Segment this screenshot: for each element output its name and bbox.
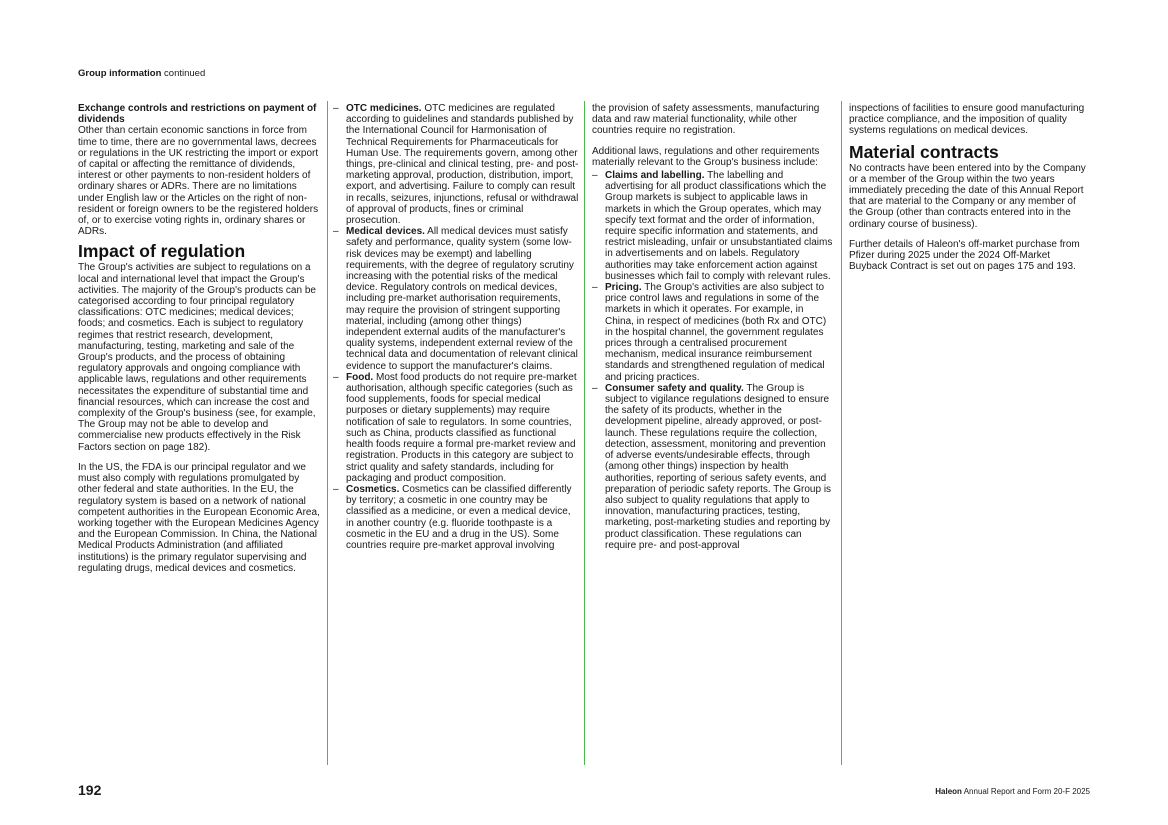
additional-laws-intro: Additional laws, regulations and other requirements materially relevant to the Group's business include: <box>592 145 820 168</box>
list-item-food <box>333 372 579 484</box>
list-item-lead: Cosmetics. <box>346 483 400 495</box>
impact-paragraph-2: In the US, the FDA is our principal regulator and we must also comply with regulations promulgated by other federal and state authorities. In the EU, the regulatory system is based on a network of national competent authorities in the European Economic Area, working together with the European Medicines Agency and the European Commission. In China, the National Medical Products Administration (and affiliated institutions) is the primary regulator supervising and regulating drugs, medical devices and cosmetics. <box>78 461 320 574</box>
list-item-medical-devices <box>333 226 579 372</box>
list-item-text: The Group's activities are also subject to price control laws and regulations in some of the markets in which it operates. For example, in China, in respect of medicines (both Rx and OTC) in the hospital channel, the government regulates prices through a centralised procurement mechanism, medical insurance reimbursement standards and strengthened regulation of medical and pricing practices. <box>605 282 827 383</box>
column-4 <box>849 103 1091 272</box>
list-item-text: Most food products do not require pre-market authorisation, although specific categories (such as food supplements, foods for special medical purposes or dietary supplements) may require notification of sale to regulators. In some countries, such as China, products classified as functional health foods require a formal pre-market review and registration. Products in this category are subject to strict quality and safety standards, including for packaging and product composition. <box>346 371 577 484</box>
column-divider-3 <box>841 101 842 765</box>
material-contracts-paragraph-2: Further details of Haleon's off-market purchase from Pfizer during 2025 under the 2024 Off-Market Buyback Contract is set out on pages 175 and 193. <box>849 238 1080 273</box>
list-item-lead: Pricing. <box>605 282 642 294</box>
list-item-text: All medical devices must satisfy safety and performance, quality system (some low-risk devices may be exempt) and labelling requirements, with the degree of regulatory scrutiny increasing with the potential risks of the medical device. Regulatory controls on medical devices, including pre-market authorisation requirements, may require the provision of stringent supporting material, including (among other things) independent external audits of the manufacturer's quality systems, independent external review of the technical data and documentation of relevant clinical evidence to support the manufacturer's claims. <box>346 226 578 372</box>
additional-laws-list <box>592 170 834 551</box>
list-item-text: The labelling and advertising for all product classifications which the Group markets is subject to applicable laws in markets in which the Group operates, which may specify text format and the order of information, require specific information and statements, and restrict misleading, unfair or unsubstantiated claims in advertisements and on labels. Regulatory authorities may take enforcement action against businesses which fail to comply with relevant rules. <box>605 170 833 282</box>
classification-list <box>333 103 579 551</box>
exchange-controls-text: Other than certain economic sanctions in force from time to time, there are no governmental laws, decrees or regulations in the UK restricting the import or export of capital or affecting the remittance of dividends, interest or other payments to non-resident holders of ordinary shares or ADRs. There are no limitations under English law or the Articles on the right of non-resident or foreign owners to be the registered holders of, or to exercise voting rights in, ordinary shares or ADRs. <box>78 125 319 238</box>
list-item-cosmetics <box>333 484 579 551</box>
column-divider-1 <box>327 101 328 765</box>
list-item-claims-labelling <box>592 170 834 282</box>
list-item-lead: Food. <box>346 371 374 383</box>
list-item-otc-medicines <box>333 103 579 226</box>
list-item-pricing <box>592 282 834 383</box>
header-continued: continued <box>161 68 206 79</box>
list-item-lead: Consumer safety and quality. <box>605 382 744 394</box>
cosmetics-continued: the provision of safety assessments, manufacturing data and raw material functionality, while other countries require no registration. <box>592 103 820 137</box>
footer-brand: Haleon <box>935 787 962 796</box>
running-header <box>78 68 205 79</box>
material-contracts-paragraph-1: No contracts have been entered into by the Company or a member of the Group within the two years immediately preceding the date of this Annual Report that are material to the Company or any member of the Group (other than contracts entered into in the ordinary course of business). <box>849 162 1086 230</box>
list-item-consumer-safety <box>592 383 834 551</box>
column-3 <box>592 103 834 551</box>
running-footer <box>935 787 1090 796</box>
exchange-controls-heading: Exchange controls and restrictions on payment of dividends <box>78 103 317 126</box>
list-item-lead: OTC medicines. <box>346 103 422 114</box>
column-2 <box>333 103 579 551</box>
column-1 <box>78 103 322 574</box>
page-number: 192 <box>78 782 102 798</box>
list-item-text: The Group is subject to vigilance regulations designed to ensure the safety of its products, whether in the development pipeline, already approved, or post-launch. These regulations require the collection, detection, assessment, monitoring and prevention of adverse events/undesirable effects, through (among other things) inspection by health authorities, reporting of serious safety events, and preparation of periodic safety reports. The Group is also subject to quality regulations that apply to innovation, manufacturing practices, testing, marketing, post-marketing studies and reporting by product classification. These regulations can require pre- and post-approval <box>605 382 832 551</box>
material-contracts-heading: Material contracts <box>849 141 999 162</box>
quality-continued: inspections of facilities to ensure good manufacturing practice compliance, and the imposition of quality systems regulations on medical devices. <box>849 103 1085 137</box>
column-divider-2 <box>584 101 585 765</box>
header-section: Group information <box>78 68 162 79</box>
impact-paragraph-1: The Group's activities are subject to regulations on a local and international level that impact the Group's activities. The majority of the Group's products can be categorised according to four principal regulatory classifications: OTC medicines; medical devices; foods; and cosmetics. Each is subject to regulatory regimes that restrict research, development, manufacturing, testing, marketing and sale of the Group's products, and the process of obtaining regulatory approvals and ongoing compliance with applicable laws, regulations and other requirements necessitates the expenditure of substantial time and financial resources, which can increase the cost and complexity of the Group's business (see, for example, The Group may not be able to develop and commercialise new products effectively in the Risk Factors section on page 182). <box>78 262 316 453</box>
list-item-text: Cosmetics can be classified differently by territory; a cosmetic in one country may be classified as a medicine, or even a medical device, in another country (e.g. fluoride toothpaste is a cosmetic in the EU and a drug in the US). Some countries require pre-market approval involving <box>346 483 572 551</box>
list-item-lead: Claims and labelling. <box>605 170 705 182</box>
impact-of-regulation-heading: Impact of regulation <box>78 241 246 262</box>
list-item-lead: Medical devices. <box>346 226 425 238</box>
footer-report-title: Annual Report and Form 20-F 2025 <box>961 787 1090 796</box>
list-item-text: OTC medicines are regulated according to guidelines and standards published by the International Council for Harmonisation of Technical Requirements for Pharmaceuticals for Human Use. The requirements govern, among other things, pre-clinical and clinical testing, pre- and post-marketing approval, production, distribution, import, export, and advertising. Failure to comply can result in recalls, seizures, injunctions, refusal or withdrawal of approval of products, fines or criminal prosecution. <box>346 103 579 227</box>
